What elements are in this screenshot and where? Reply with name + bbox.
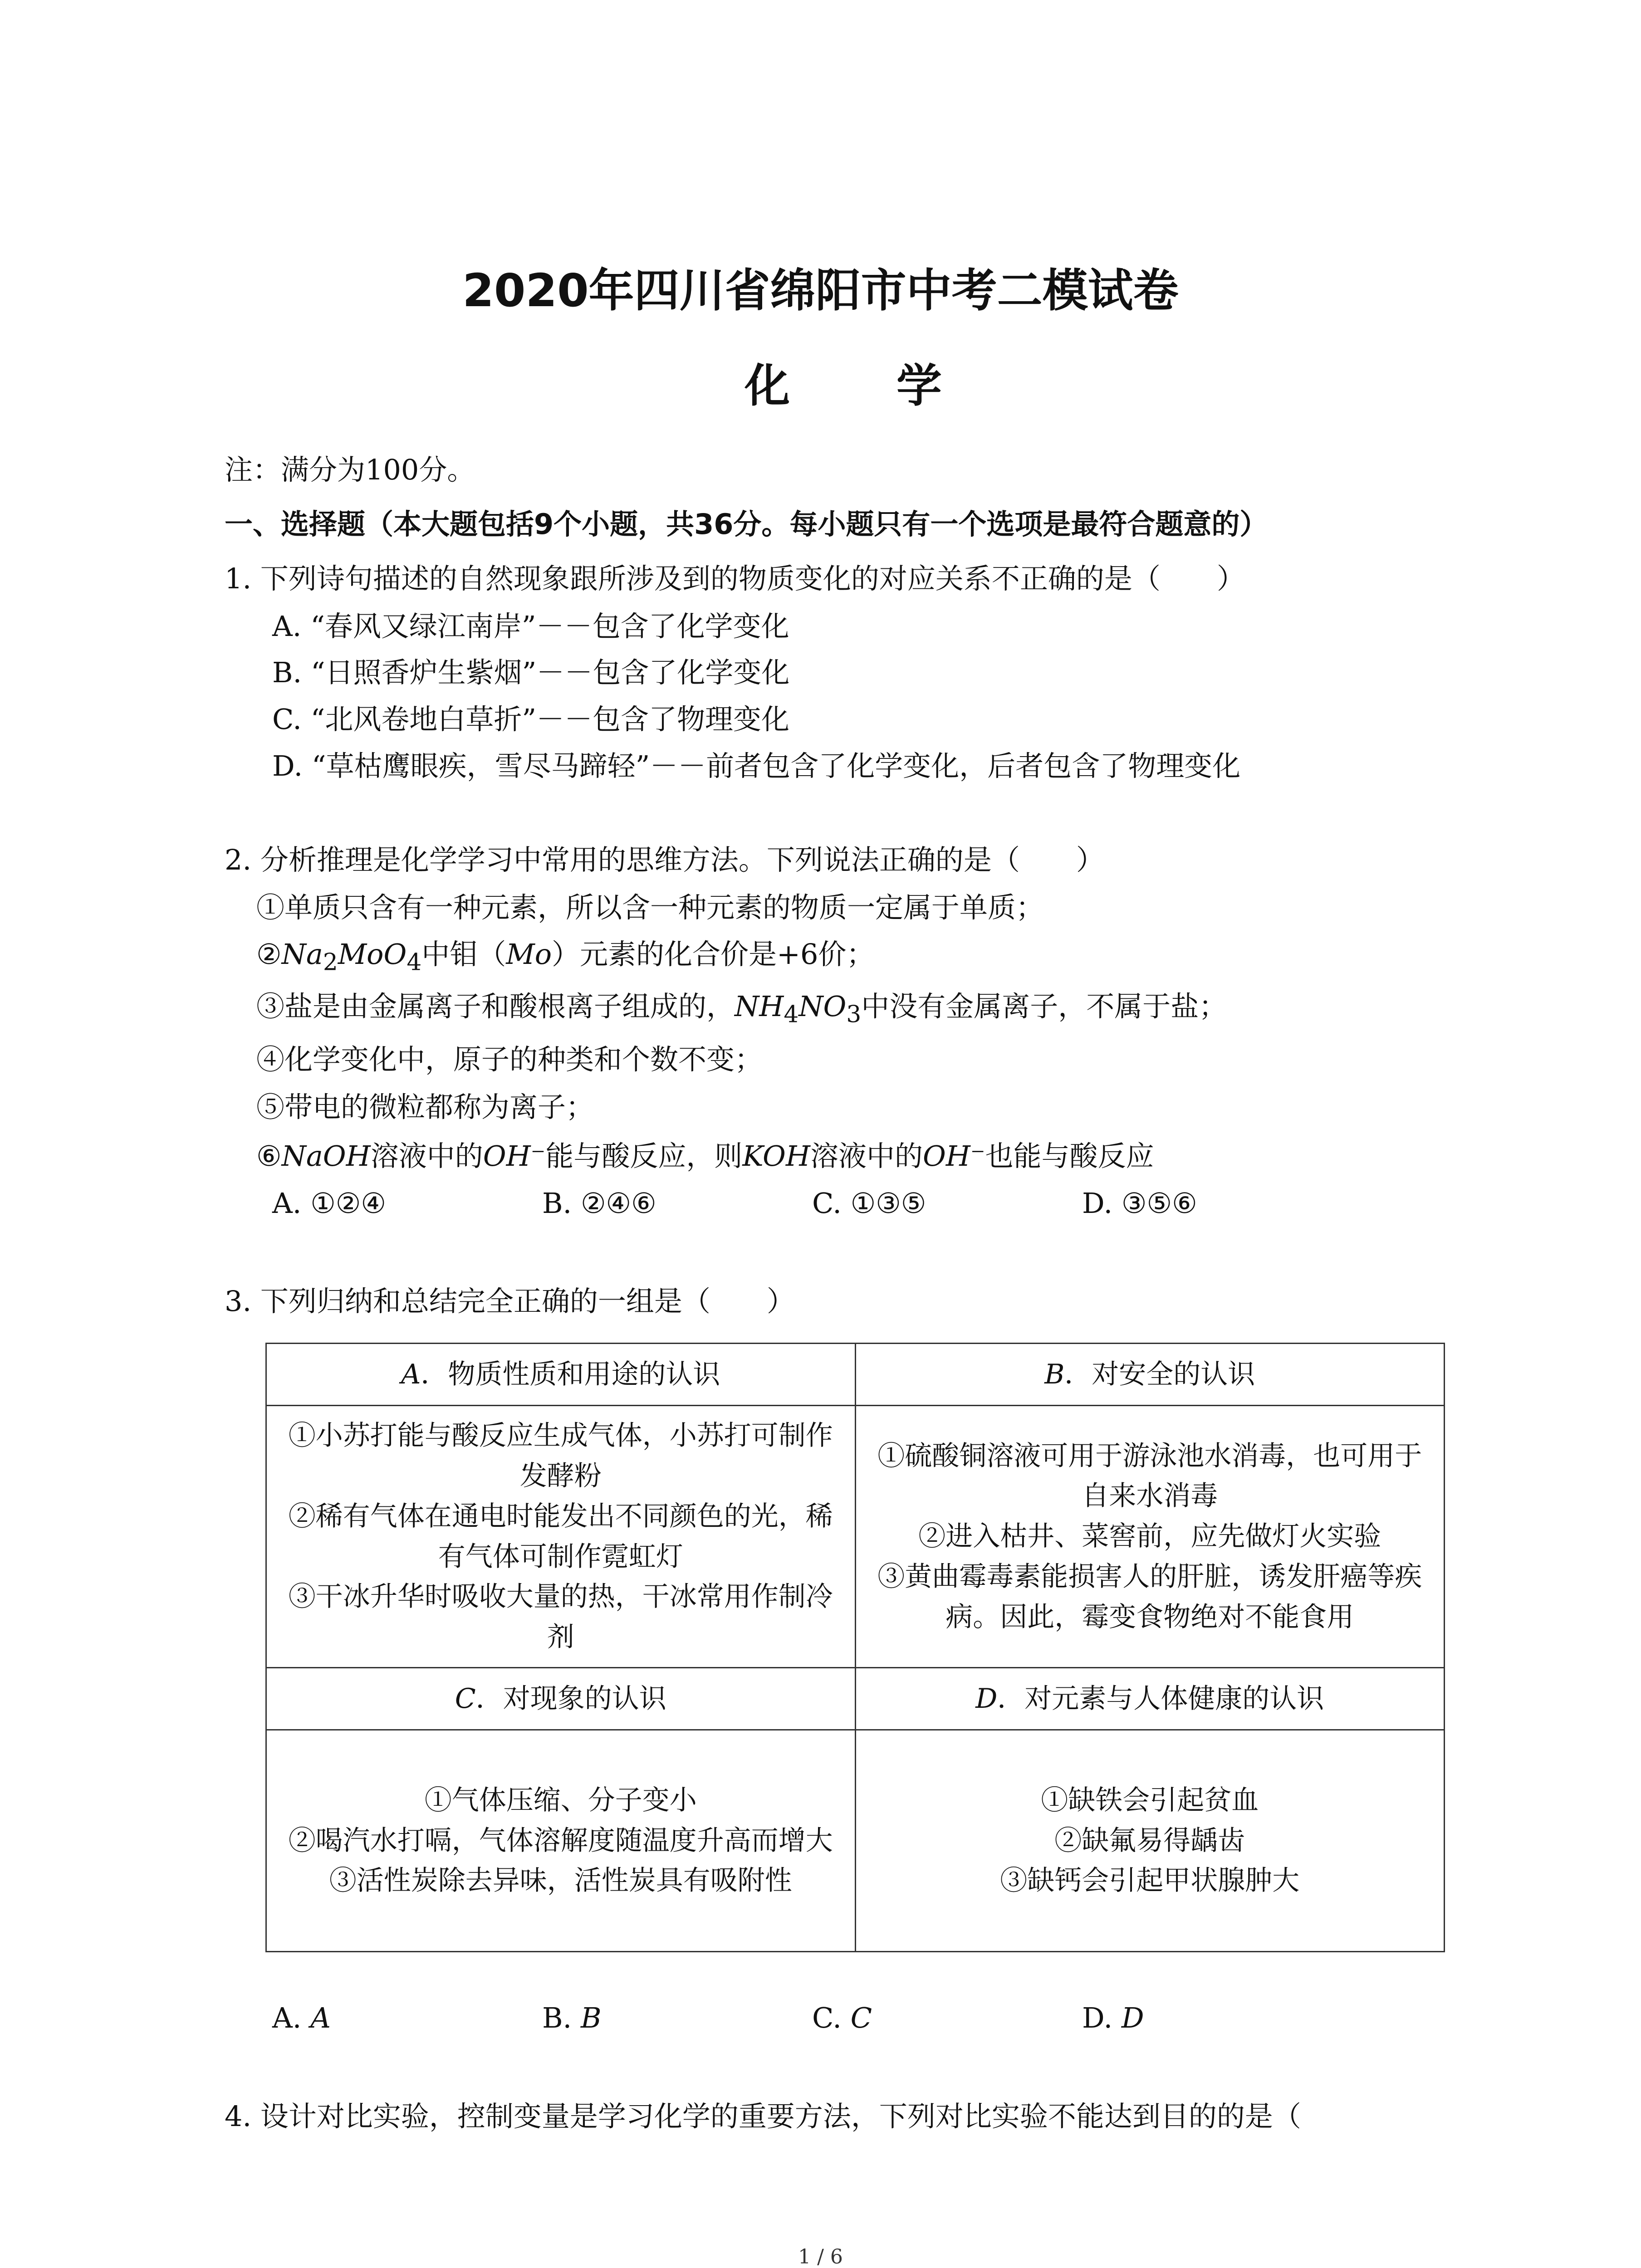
- cell-c-item: ①气体压缩、分子变小: [424, 1784, 697, 1816]
- cell-a-item: ①小苏打能与酸反应生成气体，小苏打可制作发酵粉: [288, 1420, 833, 1492]
- q2-option-a: A. ①②④: [272, 1187, 386, 1220]
- header-a: A．物质性质和用途的认识: [266, 1344, 856, 1406]
- cell-c-item: ③活性炭除去异味，活性炭具有吸附性: [329, 1865, 792, 1897]
- cell-d-item: ①缺铁会引起贫血: [1041, 1784, 1259, 1816]
- q3-option-b: B. B: [542, 2001, 602, 2034]
- q2-statement-2: $②Na_2MoO_4$中钼（Mo）元素的化合价是+6价；: [256, 938, 875, 976]
- cell-a-item: ②稀有气体在通电时能发出不同颜色的光，稀有气体可制作霓虹灯: [288, 1500, 833, 1573]
- cell-d: [855, 1730, 1445, 1952]
- cell-c: [266, 1730, 856, 1952]
- cell-b-item: ③黄曲霉毒素能损害人的肝脏，诱发肝癌等疾病。因此，霉变食物绝对不能食用: [877, 1560, 1422, 1633]
- cell-c-item: ②喝汽水打嗝，气体溶解度随温度升高而增大: [288, 1824, 833, 1857]
- q1-option-d: D. “草枯鹰眼疾，雪尽马蹄轻”－－前者包含了化学变化，后者包含了物理变化: [272, 749, 1241, 782]
- header-c: C．对现象的认识: [266, 1668, 856, 1730]
- q3-option-a: A. A: [272, 2001, 331, 2034]
- q1-stem: 1. 下列诗句描述的自然现象跟所涉及到的物质变化的对应关系不正确的是（ ）: [225, 562, 1245, 595]
- cell-a-item: ③干冰升华时吸收大量的热，干冰常用作制冷剂: [288, 1581, 833, 1653]
- q4-stem: 4. 设计对比实验，控制变量是学习化学的重要方法，下列对比实验不能达到目的的是（: [225, 2100, 1301, 2133]
- exam-title: 2020年四川省绵阳市中考二模试卷: [462, 264, 1179, 317]
- cell-b-item: ①硫酸铜溶液可用于游泳池水消毒，也可用于自来水消毒: [877, 1440, 1422, 1512]
- q2-statement-1: ①单质只含有一种元素，所以含一种元素的物质一定属于单质；: [256, 891, 1044, 924]
- q2-statement-4: ④化学变化中，原子的种类和个数不变；: [256, 1043, 763, 1076]
- q2-stem: 2. 分析推理是化学学习中常用的思维方法。下列说法正确的是（ ）: [225, 843, 1104, 876]
- q2-option-b: B. ②④⑥: [542, 1187, 656, 1220]
- subject-title: 化 学: [745, 359, 987, 412]
- q2-statement-3: ③盐是由金属离子和酸根离子组成的，$NH_4NO_3$中没有金属离子，不属于盐；: [256, 990, 1227, 1028]
- header-b: B．对安全的认识: [855, 1344, 1445, 1406]
- q2-option-d: D. ③⑤⑥: [1082, 1187, 1197, 1220]
- q2-statement-6: ⑥NaOH溶液中的OH⁻能与酸反应，则KOH溶液中的OH⁻也能与酸反应: [256, 1139, 1154, 1173]
- cell-a: [266, 1406, 856, 1668]
- q3-option-d: D. D: [1082, 2001, 1144, 2034]
- q1-option-c: C. “北风卷地白草折”－－包含了物理变化: [272, 703, 790, 736]
- score-note: 注：满分为100分。: [225, 453, 475, 486]
- cell-b: [855, 1406, 1445, 1668]
- cell-b-item: ②进入枯井、菜窖前，应先做灯火实验: [918, 1520, 1381, 1553]
- q1-option-a: A. “春风又绿江南岸”－－包含了化学变化: [272, 610, 789, 643]
- section-heading: 一、选择题（本大题包括9个小题，共36分。每小题只有一个选项是最符合题意的）: [225, 508, 1268, 541]
- q2-statement-5: ⑤带电的微粒都称为离子；: [256, 1090, 594, 1124]
- q3-table: [265, 1343, 1445, 1952]
- q3-option-c: C. C: [812, 2001, 872, 2034]
- page-number: 1 / 6: [798, 2245, 843, 2268]
- q2-option-c: C. ①③⑤: [812, 1187, 926, 1220]
- cell-d-item: ③缺钙会引起甲状腺肿大: [1000, 1865, 1300, 1897]
- q1-option-b: B. “日照香炉生紫烟”－－包含了化学变化: [272, 656, 790, 689]
- q3-stem: 3. 下列归纳和总结完全正确的一组是（ ）: [225, 1285, 795, 1318]
- header-d: D．对元素与人体健康的认识: [855, 1668, 1445, 1730]
- cell-d-item: ②缺氟易得龋齿: [1054, 1824, 1245, 1857]
